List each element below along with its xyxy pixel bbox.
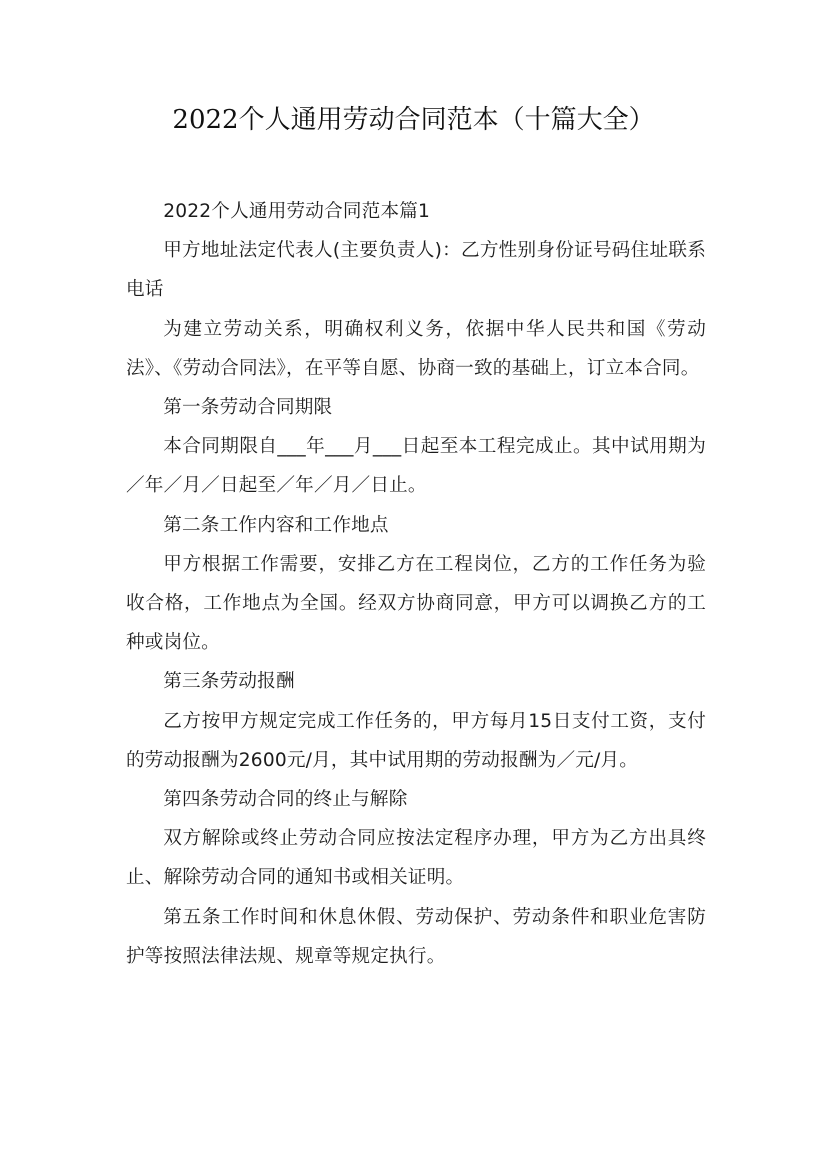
article-2-heading: 第二条工作内容和工作地点 [163,514,389,536]
article-1-paragraph: 本合同期限自___年___月___日起至本工程完成止。其中试用期为／年／月／日起至／年／月／日止。 [126,436,706,497]
parties-info-paragraph: 甲方地址法定代表人(主要负责人)：乙方性别身份证号码住址联系电话 [126,240,706,301]
article-4-paragraph: 双方解除或终止劳动合同应按法定程序办理，甲方为乙方出具终止、解除劳动合同的通知书或相关证明。 [126,828,706,889]
document-title: 2022个人通用劳动合同范本（十篇大全） [172,105,655,135]
article-3-paragraph: 乙方按甲方规定完成工作任务的，甲方每月15日支付工资，支付的劳动报酬为2600元/月，其中试用期的劳动报酬为／元/月。 [126,710,706,771]
article-3-heading: 第三条劳动报酬 [163,671,295,693]
document-body [126,192,706,976]
preamble-paragraph: 为建立劳动关系，明确权利义务，依据中华人民共和国《劳动法》、《劳动合同法》，在平等自愿、协商一致的基础上，订立本合同。 [126,318,706,379]
article-1-heading: 第一条劳动合同期限 [163,397,333,419]
article-5-paragraph: 第五条工作时间和休息休假、劳动保护、劳动条件和职业危害防护等按照法律法规、规章等规定执行。 [126,906,706,967]
section-heading: 2022个人通用劳动合同范本篇1 [163,201,431,222]
article-2-paragraph: 甲方根据工作需要，安排乙方在工程岗位，乙方的工作任务为验收合格，工作地点为全国。经双方协商同意，甲方可以调换乙方的工种或岗位。 [126,553,706,654]
article-4-heading: 第四条劳动合同的终止与解除 [163,789,408,811]
